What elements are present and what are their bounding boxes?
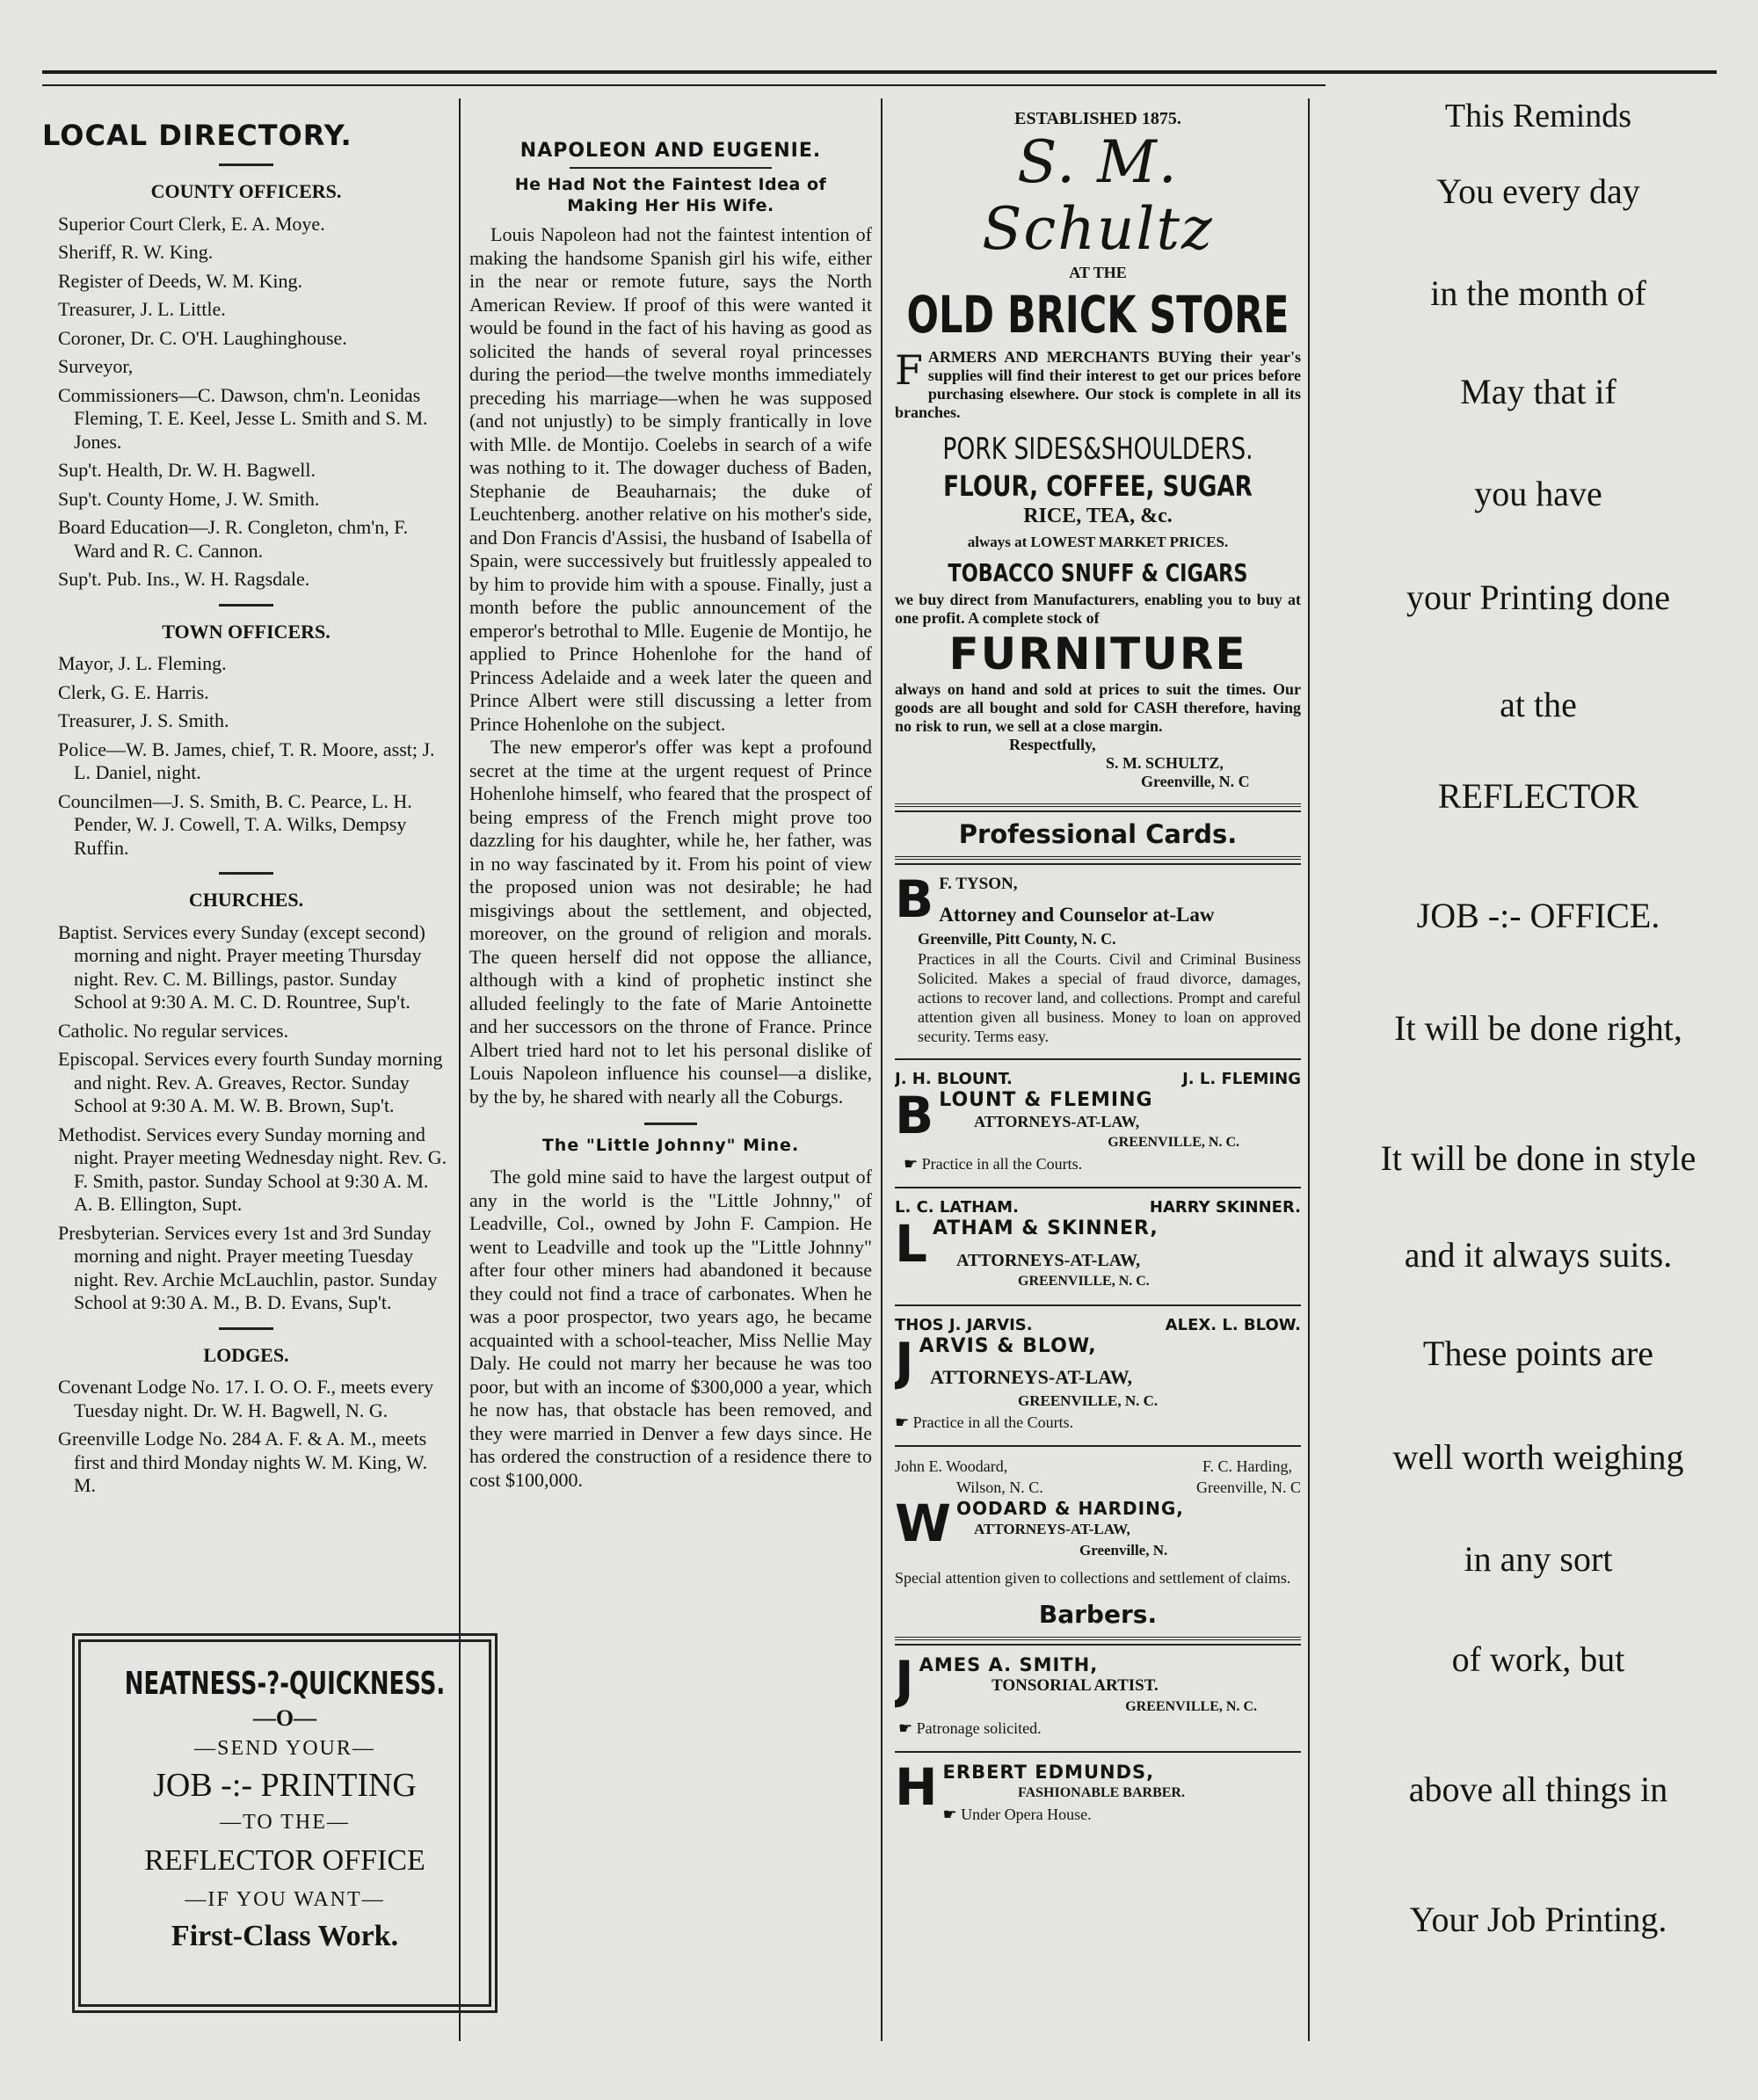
- ad-send: —SEND YOUR—: [194, 1737, 375, 1760]
- reminder-line: These points are: [1422, 1333, 1654, 1373]
- article-subtitle: He Had Not the Faintest Idea of Making Her His Wife.: [514, 175, 827, 215]
- card-title: Attorney and Counselor at-Law: [939, 904, 1215, 926]
- ad-office: REFLECTOR OFFICE: [144, 1844, 425, 1877]
- lowest: always at LOWEST MARKET PRICES.: [967, 534, 1229, 550]
- card-title: TONSORIAL ARTIST.: [992, 1676, 1159, 1695]
- article-column: [469, 139, 872, 1492]
- card-firm: OODARD & HARDING,: [955, 1498, 1184, 1519]
- list-item: Catholic. No regular services.: [58, 1019, 289, 1042]
- card-partner: J. L. FLEMING: [1182, 1070, 1301, 1088]
- rice: RICE, TEA, &c.: [1023, 505, 1173, 527]
- card-att: ATTORNEYS-AT-LAW,: [974, 1521, 1130, 1537]
- list-item: Episcopal. Services every fourth Sunday morning and night. Rev. A. Greaves, Rector. Sunday School at 9:30 A. M. W. B. Brown, Sup't.: [58, 1048, 443, 1116]
- ads-column: [895, 109, 1301, 1832]
- list-item: Greenville Lodge No. 284 A. F. & A. M., meets first and third Monday nights W. M. King, W. M.: [58, 1428, 428, 1496]
- ad-headline: NEATNESS-?-QUICKNESS.: [124, 1666, 446, 1702]
- pork: PORK SIDES&SHOULDERS.: [942, 432, 1253, 467]
- intro-initial: F: [895, 348, 923, 394]
- reminder-line: of work, but: [1451, 1639, 1625, 1679]
- direct: we buy direct from Manufacturers, enabling you to buy at one profit. A complete stock of: [895, 591, 1301, 627]
- list-item: Commissioners—C. Dawson, chm'n. Leonidas Fleming, T. E. Keel, Jesse L. Smith and S. M. Jones.: [58, 383, 428, 453]
- card-title: FASHIONABLE BARBER.: [1018, 1785, 1185, 1800]
- list-item: Surveyor,: [58, 355, 134, 377]
- reminder-line: May that if: [1460, 372, 1616, 411]
- reminder-line: and it always suits.: [1404, 1235, 1673, 1275]
- tobacco: TOBACCO SNUFF & CIGARS: [948, 558, 1248, 587]
- article-title: The "Little Johnny" Mine.: [541, 1136, 800, 1155]
- lodges-heading: LODGES.: [203, 1343, 289, 1366]
- reminder-line: JOB -:- OFFICE.: [1416, 896, 1660, 935]
- ad-to: —TO THE—: [220, 1811, 350, 1834]
- list-item: Covenant Lodge No. 17. I. O. O. F., meets every Tuesday night. Dr. W. H. Bagwell, N. G.: [58, 1376, 434, 1421]
- card-blount-fleming: [895, 1065, 1301, 1181]
- card-text: Practices in all the Courts. Civil and Criminal Business Solicited. Makes a special of fraud divorce, damages, actions to recover land, and collections. Prompt and careful attention given all business. Money to loan on approved security. Terms easy.: [918, 950, 1301, 1045]
- schultz-ad: [895, 109, 1301, 791]
- top-rule-inner: [42, 84, 1326, 86]
- card-partner: John E. Woodard,: [895, 1457, 1008, 1475]
- card-note: ☛ Patronage solicited.: [898, 1719, 1042, 1737]
- reminder-line: This Reminds: [1444, 98, 1632, 134]
- top-rule: [42, 70, 1717, 74]
- card-firm: ERBERT EDMUNDS,: [942, 1762, 1155, 1783]
- local-directory: [42, 120, 450, 1503]
- card-woodard-harding: [895, 1452, 1301, 1595]
- card-text: Special attention given to collections and settlement of claims.: [895, 1569, 1291, 1587]
- place: Greenville, N. C: [1141, 773, 1250, 790]
- article-paragraph: The gold mine said to have the largest output of any in the world is the "Little Johnny," of Leadville, Col., owned by John F. Campion. He went to Leadville and took up the "Little Johnny" after four other miners had abandoned it because they could not find a trace of carbonates. When he was a poor prospector, two years ago, he became acquainted with a school-teacher, Miss Nellie May Daly. He could not marry her because he was too poor, but with an income of $300,000 a year, which he now has, that obstacle has been removed, and they were married in Denver a few days since. He has ordered the construction of a residence there to cost $100,000.: [469, 1166, 872, 1491]
- card-partner: HARRY SKINNER.: [1149, 1198, 1301, 1217]
- card-initial: L: [895, 1214, 927, 1274]
- card-jarvis-blow: [895, 1312, 1301, 1440]
- respectfully: Respectfully,: [1009, 736, 1096, 753]
- store-name: OLD BRICK STORE: [906, 285, 1289, 345]
- always: always on hand and sold at prices to suit the times. Our goods are all bought and sold for CASH therefore, having no risk to run, we sell at a close margin.: [895, 680, 1301, 735]
- reminder-line: in the month of: [1430, 273, 1646, 313]
- reminder-ad: [1326, 95, 1751, 1941]
- ad-work: First-Class Work.: [171, 1920, 399, 1952]
- list-item: Clerk, G. E. Harris.: [58, 680, 209, 703]
- column-rule-3: [1308, 98, 1310, 2041]
- reminder-line: at the: [1500, 685, 1577, 724]
- card-att: ATTORNEYS-AT-LAW,: [930, 1366, 1133, 1388]
- barbers-heading: Barbers.: [1038, 1600, 1158, 1629]
- card-location: Greenville, N.: [1079, 1542, 1168, 1559]
- list-item: Sup't. Pub. Ins., W. H. Ragsdale.: [58, 568, 310, 590]
- list-item: Councilmen—J. S. Smith, B. C. Pearce, L. H. Pender, W. J. Cowell, T. A. Wilks, Dempsy Ruffin.: [58, 789, 412, 859]
- reminder-line: REFLECTOR: [1437, 776, 1639, 816]
- card-partner: J. H. BLOUNT.: [895, 1070, 1013, 1088]
- reminder-line: You every day: [1436, 171, 1640, 211]
- town-heading: TOWN OFFICERS.: [162, 620, 331, 643]
- list-item: Coroner, Dr. C. O'H. Laughinghouse.: [58, 326, 347, 349]
- list-item: Sheriff, R. W. King.: [58, 241, 214, 263]
- card-location: GREENVILLE, N. C.: [1018, 1392, 1159, 1409]
- list-item: Police—W. B. James, chief, T. R. Moore, asst; J. L. Daniel, night.: [58, 738, 435, 783]
- churches-list: [42, 921, 450, 1315]
- list-item: Superior Court Clerk, E. A. Moye.: [58, 212, 325, 235]
- flour: FLOUR, COFFEE, SUGAR: [943, 469, 1253, 503]
- intro-text: ARMERS AND MERCHANTS BUYing their year's supplies will find their interest to get our prices before purchasing elsewhere. Our stock is complete in all its branches.: [895, 348, 1301, 421]
- established: ESTABLISHED 1875.: [1014, 109, 1181, 128]
- card-att: ATTORNEYS-AT-LAW,: [956, 1251, 1141, 1270]
- card-partner: F. C. Harding,: [1202, 1457, 1292, 1475]
- article-paragraph: Louis Napoleon had not the faintest intention of making the handsome Spanish girl his wife, either in the near or remote future, says the North American Review. If proof of this were wanted it would be found in the fact of his having as good as solicited the hands of several royal princesses during the period—the twelve months immediately preceding his marriage—when he was supposed (and not unjustly) to be simply frantically in love with Mlle. de Montijo. Coelebs in search of a wife was nothing to it. The dowager duchess of Baden, Stephanie de Beauharnais; the duke of Leuchtenberg. another relative on his mother's side, and Don Francis d'Assisi, the husband of Isabella of Spain, were successively but fruitlessly appealed to by him to provide him with a spouse. Finally, just a month before the public announcement of the emperor's betrothal to Mlle. Eugenie de Montijo, he applied to Prince Hohenlohe for the hand of Princess Adelaide and a week later the queen and Prince Albert were still discussing a letter from Prince Hohenlohe on the subject.: [469, 223, 872, 735]
- card-tyson: [895, 870, 1301, 1053]
- card-initial: J: [895, 1332, 914, 1392]
- list-item: Treasurer, J. L. Little.: [58, 298, 226, 320]
- reminder-line: It will be done right,: [1394, 1008, 1682, 1048]
- town-list: [42, 652, 450, 860]
- card-name: F. TYSON,: [939, 875, 1018, 893]
- ad-if: —IF YOU WANT—: [185, 1888, 385, 1911]
- ad-o: —O—: [252, 1705, 317, 1731]
- card-initial: B: [895, 870, 934, 929]
- list-item: Mayor, J. L. Fleming.: [58, 652, 227, 674]
- card-firm: AMES A. SMITH,: [919, 1654, 1099, 1675]
- card-firm: ATHAM & SKINNER,: [932, 1217, 1159, 1239]
- list-item: Sup't. County Home, J. W. Smith.: [58, 487, 320, 510]
- list-item: Methodist. Services every Sunday morning and night. Prayer meeting Wednesday night. Rev. G. F. Smith, pastor. Sunday School at 9:30 A. M. A. B. Ellington, Supt.: [58, 1123, 447, 1215]
- card-firm: LOUNT & FLEMING: [939, 1089, 1153, 1111]
- reminder-line: well worth weighing: [1392, 1437, 1684, 1477]
- reminder-line: above all things in: [1408, 1769, 1668, 1809]
- reminder-line: in any sort: [1464, 1539, 1613, 1579]
- reminder-line: you have: [1474, 474, 1602, 513]
- card-initial: H: [895, 1758, 938, 1817]
- list-item: Sup't. Health, Dr. W. H. Bagwell.: [58, 459, 316, 481]
- card-note: ☛ Under Opera House.: [942, 1806, 1092, 1823]
- county-list: [42, 213, 450, 592]
- card-partner-loc: Greenville, N. C: [1196, 1479, 1301, 1496]
- list-item: Treasurer, J. S. Smith.: [58, 709, 229, 731]
- card-location: GREENVILLE, N. C.: [1125, 1699, 1257, 1714]
- list-item: Board Education—J. R. Congleton, chm'n, F. Ward and R. C. Cannon.: [58, 516, 409, 562]
- churches-heading: CHURCHES.: [188, 889, 304, 911]
- card-note: ☛ Practice in all the Courts.: [895, 1413, 1074, 1431]
- card-partner: ALEX. L. BLOW.: [1165, 1316, 1301, 1334]
- card-herbert-edmunds: [895, 1758, 1301, 1832]
- card-location: GREENVILLE, N. C.: [1018, 1274, 1150, 1289]
- card-partner-loc: Wilson, N. C.: [956, 1479, 1043, 1496]
- reminder-line: Your Job Printing.: [1409, 1900, 1667, 1939]
- cards-heading: Professional Cards.: [958, 819, 1238, 849]
- furniture: FURNITURE: [948, 629, 1247, 679]
- card-location: GREENVILLE, N. C.: [1108, 1135, 1239, 1150]
- directory-title: LOCAL DIRECTORY.: [42, 119, 352, 152]
- card-initial: J: [895, 1651, 914, 1710]
- schultz-name: S. M. Schultz: [982, 128, 1214, 263]
- at-the: AT THE: [1069, 264, 1127, 281]
- list-item: Presbyterian. Services every 1st and 3rd Sunday morning and night. Prayer meeting Tuesday night. Rev. Archie McLauchlin, pastor. Sunday School at 9:30 A. M., B. D. Evans, Sup't.: [58, 1221, 438, 1313]
- list-item: Baptist. Services every Sunday (except second) morning and night. Prayer meeting Thursday night. Rev. C. M. Billings, pastor. Sunday School at 9:30 A. M. C. D. Rountree, Sup't.: [58, 920, 425, 1013]
- list-item: Register of Deeds, W. M. King.: [58, 269, 303, 292]
- column-rule-2: [881, 98, 883, 2041]
- card-initial: W: [895, 1493, 951, 1553]
- ad-job: JOB -:- PRINTING: [153, 1767, 417, 1804]
- card-att: ATTORNEYS-AT-LAW,: [974, 1113, 1140, 1130]
- neatness-ad: [72, 1633, 498, 2013]
- reminder-line: your Printing done: [1406, 578, 1670, 617]
- card-latham-skinner: [895, 1194, 1301, 1299]
- article-paragraph: The new emperor's offer was kept a profound secret at the time at the urgent request of Prince Hohenlohe himself, who feared that the prospect of being empress of the French might prove too dazzling for his daughter, while he, her father, was in no way fascinated by it. From his point of view the proposed union was not desirable; he had misgivings about the settlement, and objected, moreover, on the ground of religion and morals. The queen herself did not oppose the alliance, although with a kind of prophetic instinct she alluded feelingly to the fate of Marie Antoinette and her successors on the throne of France. Prince Albert tried hard not to let his personal dislike of Louis Napoleon influence his counsel—a dislike, by the by, he shared with nearly all the Coburgs.: [469, 736, 872, 1108]
- reminder-line: It will be done in style: [1380, 1138, 1696, 1178]
- card-initial: B: [895, 1086, 934, 1145]
- signature: S. M. SCHULTZ,: [1106, 754, 1224, 772]
- article-title: NAPOLEON AND EUGENIE.: [519, 140, 822, 162]
- card-partner: THOS J. JARVIS.: [895, 1316, 1033, 1334]
- card-firm: ARVIS & BLOW,: [919, 1335, 1097, 1357]
- card-partner: L. C. LATHAM.: [895, 1198, 1019, 1217]
- card-note: ☛ Practice in all the Courts.: [904, 1155, 1083, 1173]
- county-heading: COUNTY OFFICERS.: [150, 180, 342, 202]
- card-james-smith: [895, 1651, 1301, 1746]
- card-location: Greenville, Pitt County, N. C.: [918, 930, 1116, 948]
- lodges-list: [42, 1376, 450, 1498]
